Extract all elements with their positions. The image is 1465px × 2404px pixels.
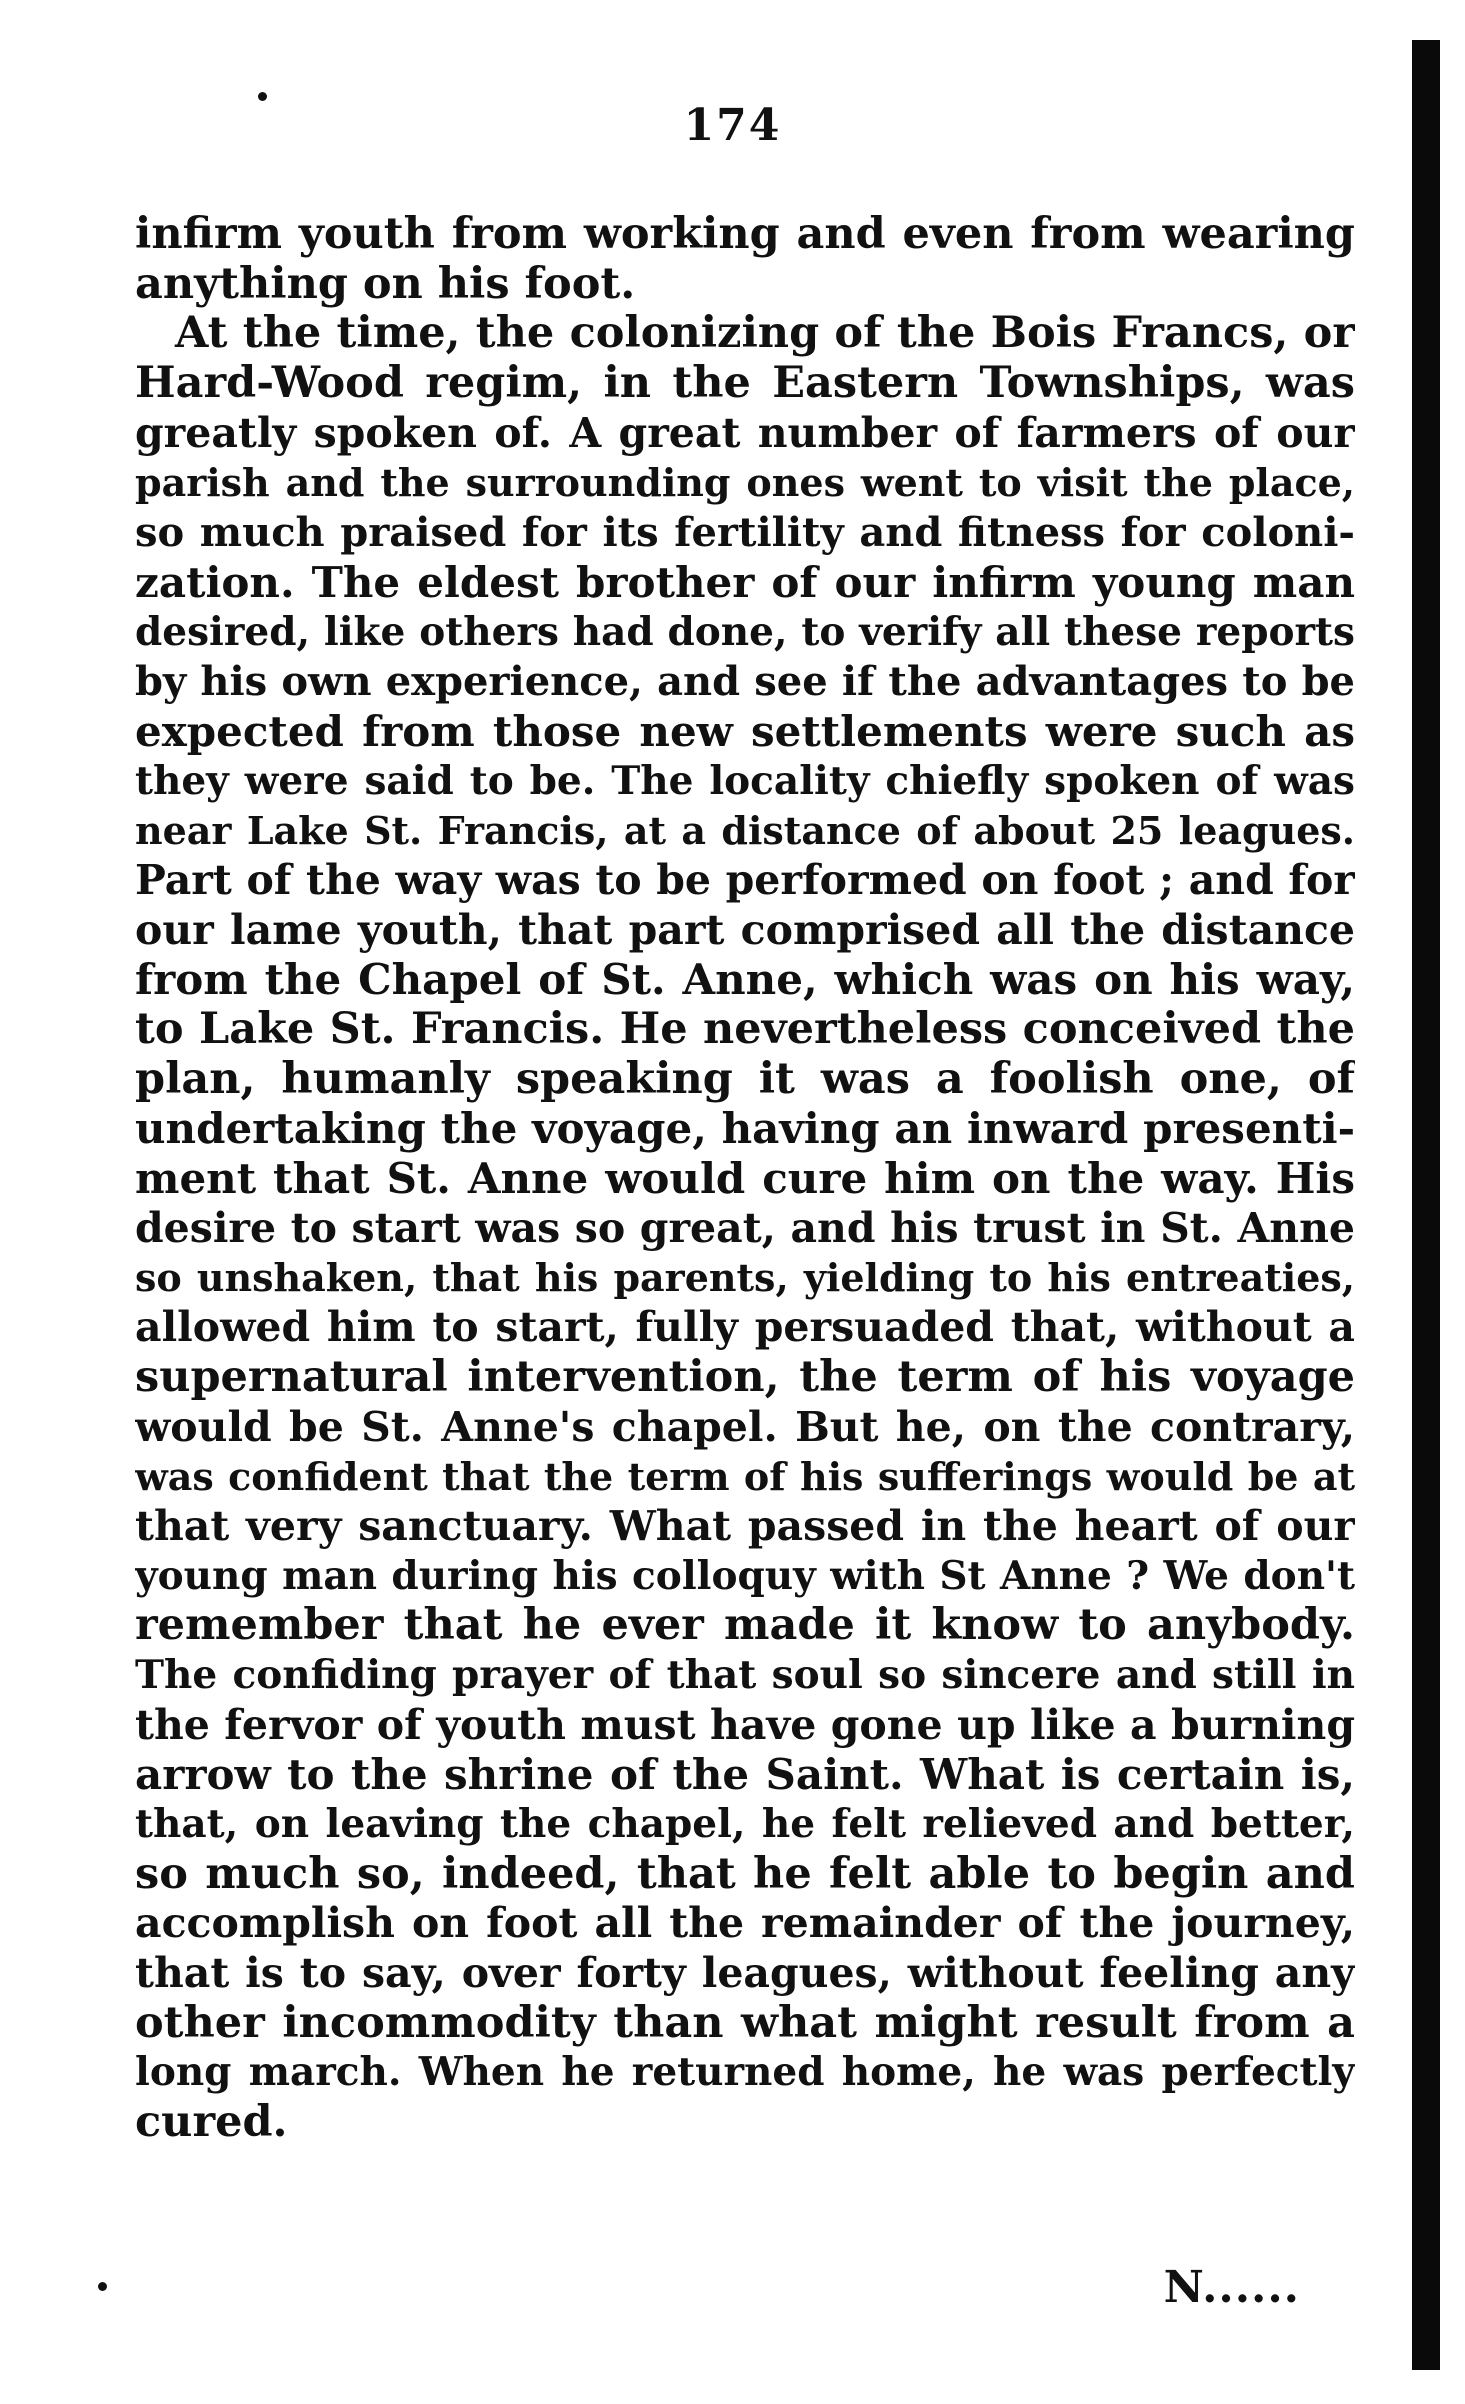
text-line: that is to say, over forty leagues, without feeling any bbox=[135, 1949, 1355, 1998]
page-number: 174 bbox=[683, 100, 782, 151]
text-line: ment that St. Anne would cure him on the way. His bbox=[135, 1154, 1355, 1204]
text-line: infirm youth from working and even from wearing bbox=[135, 210, 1355, 259]
text-line: so much so, indeed, that he felt able to begin and bbox=[135, 1849, 1355, 1899]
text-line: At the time, the colonizing of the Bois Francs, or bbox=[175, 309, 1355, 359]
text-line: would be St. Anne's chapel. But he, on the contrary, bbox=[135, 1402, 1355, 1451]
text-line: long march. When he returned home, he was perfectly bbox=[135, 2049, 1355, 2096]
text-line: the fervor of youth must have gone up like a burning bbox=[135, 1700, 1355, 1749]
ink-speck bbox=[98, 2282, 107, 2291]
text-line: to Lake St. Francis. He nevertheless conceived the bbox=[135, 1005, 1355, 1054]
text-line: so much praised for its fertility and fitness for coloni- bbox=[135, 509, 1355, 557]
text-line: allowed him to start, fully persuaded that, without a bbox=[135, 1303, 1355, 1352]
text-line: The confiding prayer of that soul so sincere and still in bbox=[135, 1651, 1355, 1698]
text-line: desire to start was so great, and his trust in St. Anne bbox=[135, 1203, 1355, 1252]
scanned-page-edge bbox=[1412, 40, 1440, 2370]
text-line: supernatural intervention, the term of his voyage bbox=[135, 1352, 1355, 1402]
body-text bbox=[135, 210, 1355, 2148]
text-line: that, on leaving the chapel, he felt relieved and better, bbox=[135, 1801, 1355, 1847]
text-line: our lame youth, that part comprised all the distance bbox=[135, 905, 1355, 954]
text-line: by his own experience, and see if the advantages to be bbox=[135, 658, 1355, 706]
text-line: zation. The eldest brother of our infirm young man bbox=[135, 557, 1355, 607]
text-line: undertaking the voyage, having an inward presenti- bbox=[135, 1104, 1355, 1154]
text-line: Hard-Wood regim, in the Eastern Townships, was bbox=[135, 359, 1355, 409]
text-line: remember that he ever made it know to anybody. bbox=[135, 1601, 1355, 1651]
text-line: was confident that the term of his sufferings would be at bbox=[135, 1454, 1355, 1500]
text-line: anything on his foot. bbox=[135, 259, 636, 309]
text-line: arrow to the shrine of the Saint. What is certain is, bbox=[135, 1750, 1355, 1800]
text-line: desired, like others had done, to verify all these reports bbox=[135, 608, 1355, 655]
text-line: other incommodity than what might result from a bbox=[135, 1998, 1355, 2048]
text-line: parish and the surrounding ones went to visit the place, bbox=[135, 460, 1355, 506]
text-line: so unshaken, that his parents, yielding to his entreaties, bbox=[135, 1255, 1355, 1301]
author-signature: N...... bbox=[1163, 2262, 1300, 2313]
text-line: they were said to be. The locality chiefly spoken of was bbox=[135, 757, 1355, 804]
text-line: cured. bbox=[135, 2098, 288, 2148]
text-line: young man during his colloquy with St Anne ? We don't bbox=[135, 1552, 1355, 1599]
text-line: from the Chapel of St. Anne, which was on his way, bbox=[135, 955, 1355, 1005]
text-line: that very sanctuary. What passed in the heart of our bbox=[135, 1501, 1355, 1550]
text-line: Part of the way was to be performed on foot ; and for bbox=[135, 855, 1355, 904]
text-line: near Lake St. Francis, at a distance of about 25 leagues. bbox=[135, 808, 1355, 854]
text-line: expected from those new settlements were such as bbox=[135, 706, 1355, 756]
text-line: plan, humanly speaking it was a foolish one, of bbox=[135, 1054, 1355, 1104]
text-line: greatly spoken of. A great number of farmers of our bbox=[135, 408, 1355, 457]
text-line: accomplish on foot all the remainder of the journey, bbox=[135, 1899, 1355, 1948]
